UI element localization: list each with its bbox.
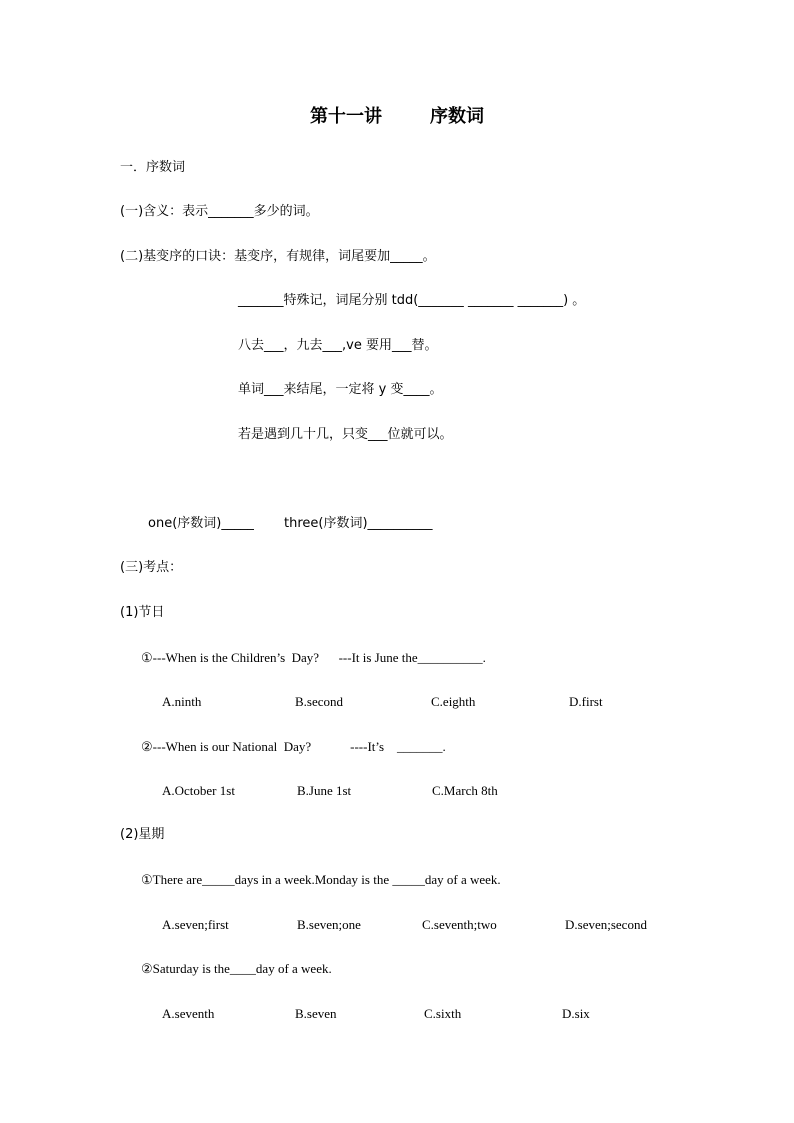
rule-line: 单词___来结尾，一定将 y 变____。 (238, 382, 443, 397)
option-c: C.eighth (431, 694, 476, 709)
title-lesson: 第十一讲 (310, 106, 382, 127)
question-text: ②Saturday is the____day of a week. (141, 961, 332, 976)
rule-intro: (二)基变序的口诀：基变序，有规律，词尾要加_____。 (120, 249, 436, 264)
holiday-heading: (1)节日 (120, 605, 165, 620)
fill-one: one(序数词)_____ (148, 516, 254, 531)
option-a: A.seven;first (162, 917, 229, 932)
option-c: C.seventh;two (422, 917, 497, 932)
rule-line: 八去___，九去___,ve 要用___替。 (238, 338, 438, 353)
kaodian-heading: (三)考点： (120, 560, 183, 575)
fill-three: three(序数词)__________ (284, 516, 433, 531)
option-b: B.June 1st (297, 783, 352, 798)
option-a: A.October 1st (162, 783, 235, 798)
meaning-line: (一)含义：表示_______多少的词。 (120, 204, 319, 219)
option-a: A.seventh (162, 1006, 215, 1021)
question-text: ②---When is our National Day? ----It’s _______. (141, 739, 446, 754)
week-heading: (2)星期 (120, 827, 165, 842)
option-b: B.seven (295, 1006, 337, 1021)
question-text: ①There are_____days in a week.Monday is the _____day of a week. (141, 872, 501, 887)
option-d: D.seven;second (565, 917, 647, 932)
rule-line: _______特殊记，词尾分别 tdd(_______ _______ _______) 。 (238, 293, 586, 308)
option-b: B.second (295, 694, 344, 709)
option-c: C.sixth (424, 1006, 462, 1021)
question-text: ①---When is the Children’s Day? ---It is June the__________. (141, 650, 486, 665)
rule-line: 若是遇到几十几，只变___位就可以。 (238, 427, 453, 442)
section-heading: 一．序数词 (120, 160, 186, 175)
page-title (0, 104, 794, 130)
option-d: D.six (562, 1006, 590, 1021)
option-c: C.March 8th (432, 783, 498, 798)
option-a: A.ninth (162, 694, 202, 709)
option-d: D.first (569, 694, 603, 709)
option-b: B.seven;one (297, 917, 361, 932)
title-topic: 序数词 (430, 106, 484, 127)
